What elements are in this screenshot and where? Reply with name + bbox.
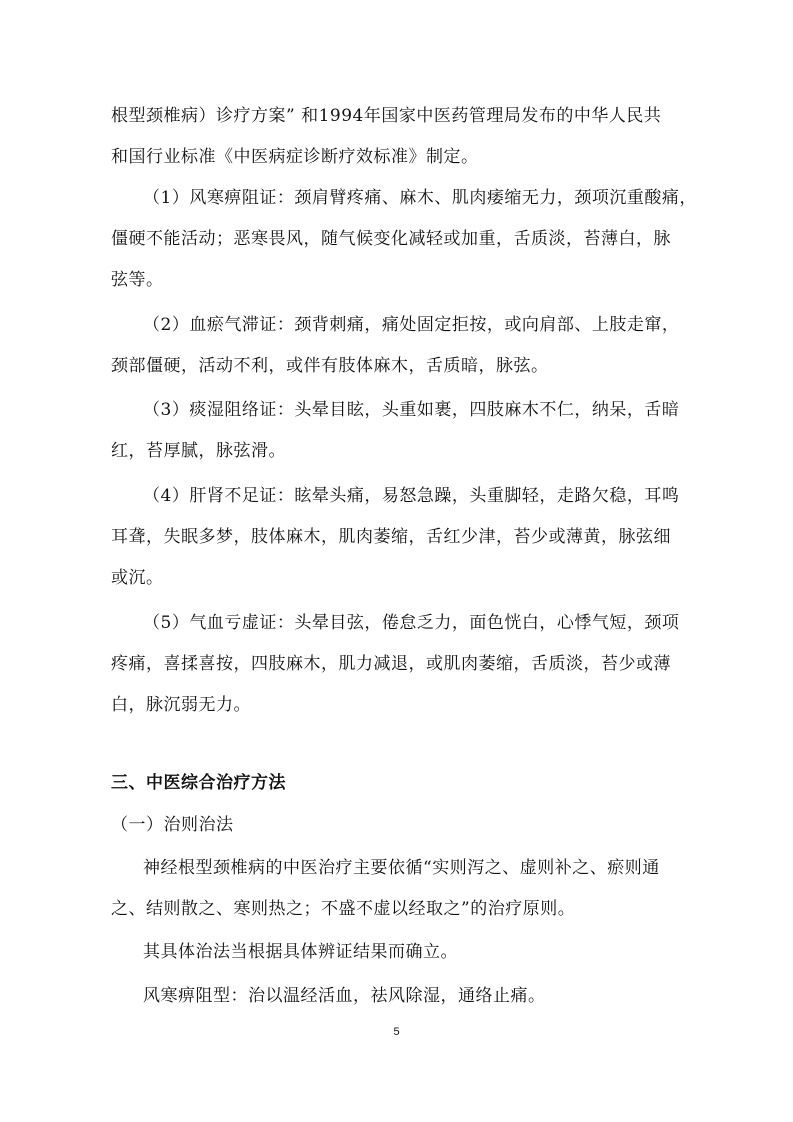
page-number: 5	[393, 1026, 400, 1038]
syndrome-3-line-1: （3）痰湿阻络证：头晕目眩，头重如裹，四肢麻木不仁，纳呆，舌暗	[143, 400, 680, 420]
syndrome-4-line-2: 耳聋，失眠多梦，肢体麻木，肌肉萎缩，舌红少津，苔少或薄黄，脉弦细	[111, 527, 671, 547]
section-subheading: （一）治则治法	[111, 815, 234, 835]
principle-paragraph-line-2: 之、结则散之、寒则热之；不盛不虚以经取之”的治疗原则。	[111, 899, 576, 919]
syndrome-1-line-2: 僵硬不能活动；恶寒畏风，随气候变化减轻或加重，舌质淡，苔薄白，脉	[111, 229, 671, 249]
method-paragraph: 其具体治法当根据具体辨证结果而确立。	[143, 942, 458, 962]
intro-line-2: 和国行业标准《中医病症诊断疗效标准》制定。	[111, 147, 479, 167]
treatment-paragraph: 风寒痹阻型：治以温经活血，祛风除湿，通络止痛。	[143, 986, 546, 1006]
intro-line-1: 根型颈椎病）诊疗方案” 和1994年国家中医药管理局发布的中华人民共	[111, 106, 662, 126]
syndrome-5-line-1: （5）气血亏虚证：头晕目弦，倦怠乏力，面色恍白，心悸气短，颈项	[143, 613, 680, 633]
syndrome-1-line-3: 弦等。	[111, 270, 164, 290]
principle-paragraph-line-1: 神经根型颈椎病的中医治疗主要依循“实则泻之、虚则补之、瘀则通	[143, 858, 660, 878]
syndrome-2-line-2: 颈部僵硬，活动不利，或伴有肢体麻木，舌质暗，脉弦。	[111, 356, 549, 376]
syndrome-3-line-2: 红，苔厚腻，脉弦滑。	[111, 441, 286, 461]
syndrome-2-line-1: （2）血瘀气滞证：颈背刺痛，痛处固定拒按，或向肩部、上肢走窜，	[143, 315, 680, 335]
syndrome-5-line-2: 疼痛，喜揉喜按，四肢麻木，肌力减退，或肌肉萎缩，舌质淡，苔少或薄	[111, 654, 671, 674]
syndrome-1-line-1: （1）风寒痹阻证：颈肩臂疼痛、麻木、肌肉痿缩无力，颈项沉重酸痛，	[143, 188, 697, 208]
syndrome-4-line-1: （4）肝肾不足证：眩晕头痛，易怒急躁，头重脚轻，走路欠稳，耳鸣	[143, 486, 680, 506]
syndrome-4-line-3: 或沉。	[111, 568, 164, 588]
section-heading: 三、中医综合治疗方法	[111, 773, 286, 793]
syndrome-5-line-3: 白，脉沉弱无力。	[111, 695, 251, 715]
